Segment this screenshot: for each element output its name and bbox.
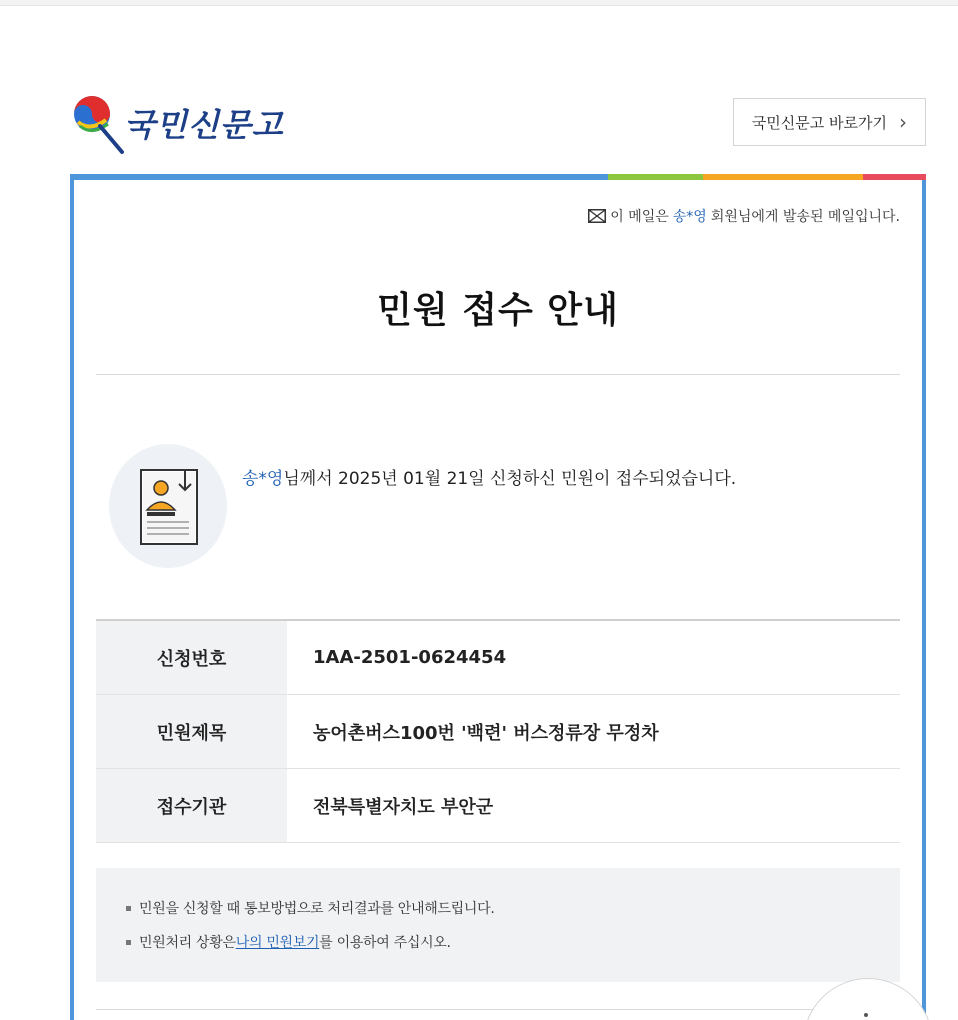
notice-line	[126, 898, 900, 918]
color-bar-blue	[70, 174, 608, 180]
intro-message	[242, 464, 736, 489]
shortcut-label: 국민신문고 바로가기	[751, 113, 887, 132]
envelope-icon	[588, 209, 606, 223]
dot-icon	[864, 1013, 868, 1017]
chevron-right-icon: ›	[899, 110, 907, 134]
row-label: 접수기관	[96, 769, 287, 842]
application-form-icon	[139, 466, 199, 546]
bullet-icon	[126, 940, 131, 945]
color-bar	[70, 174, 926, 180]
notice-line	[126, 932, 900, 952]
logo[interactable]	[70, 92, 284, 154]
intro-name: 송*영	[242, 469, 284, 489]
row-label: 민원제목	[96, 695, 287, 768]
row-value: 전북특별자치도 부안군	[313, 796, 494, 818]
color-bar-green	[608, 174, 703, 180]
logo-text: 국민신문고	[124, 106, 284, 144]
mail-notice-name: 송*영	[672, 209, 707, 225]
notice-text-suffix: 를 이용하여 주십시오.	[319, 935, 451, 951]
notice-text: 민원을 신청할 때 통보방법으로 처리결과를 안내해드립니다.	[139, 901, 495, 917]
header	[70, 88, 926, 158]
info-table	[96, 619, 900, 843]
notice-text-prefix: 민원처리 상황은	[139, 935, 236, 951]
color-bar-red	[863, 174, 926, 180]
shortcut-button[interactable]	[733, 98, 926, 146]
mail-notice-suffix: 회원님에게 발송된 메일입니다.	[710, 209, 900, 225]
row-value: 농어촌버스100번 '백련' 버스정류장 무정차	[313, 722, 659, 744]
table-row	[96, 621, 900, 695]
top-border	[0, 0, 958, 6]
document-icon	[109, 444, 227, 568]
notice-box	[96, 868, 900, 982]
row-label: 신청번호	[96, 621, 287, 694]
bullet-icon	[126, 906, 131, 911]
mail-card	[70, 174, 926, 1020]
my-complaints-link[interactable]: 나의 민원보기	[235, 935, 320, 951]
mail-notice	[588, 206, 900, 226]
mail-notice-prefix: 이 메일은	[610, 209, 669, 225]
color-bar-orange	[703, 174, 863, 180]
table-row	[96, 695, 900, 769]
table-row	[96, 769, 900, 843]
taegeuk-logo-icon	[70, 92, 128, 154]
page-title: 민원 접수 안내	[377, 290, 619, 331]
title-divider	[96, 374, 900, 375]
intro-text: 님께서 2025년 01월 21일 신청하신 민원이 접수되었습니다.	[283, 469, 737, 489]
bottom-divider	[96, 1009, 900, 1010]
row-value: 1AA-2501-0624454	[313, 647, 507, 668]
